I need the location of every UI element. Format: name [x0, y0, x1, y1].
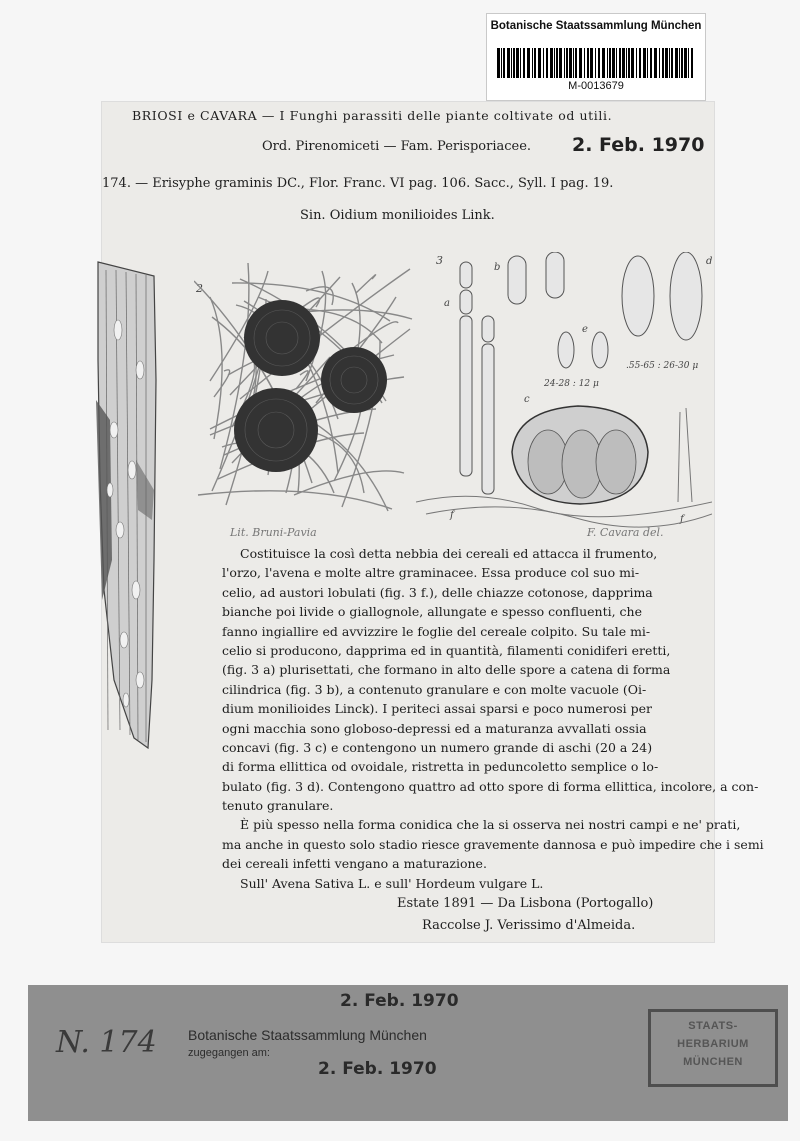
- measurement-d: .55-65 : 26-30 μ: [626, 361, 699, 371]
- accession-strip: [28, 985, 788, 1121]
- description-line: bulato (fig. 3 d). Contengono quattro ad otto spore di forma ellittica, incolore, a con-: [222, 778, 759, 794]
- barcode: [497, 48, 695, 78]
- locality-line: Estate 1891 — Da Lisbona (Portogallo): [397, 896, 654, 911]
- barcode-number: M-0013679: [568, 80, 624, 92]
- leaf-illustration: [96, 260, 162, 750]
- fig3-label: 3: [436, 254, 443, 267]
- label-a: a: [444, 298, 450, 309]
- herbarium-stamp: [648, 1009, 778, 1087]
- order-family-line: Ord. Pirenomiceti — Fam. Perisporiacee.: [262, 139, 532, 154]
- barcode-label: [486, 13, 706, 101]
- description-line: ogni macchia sono globoso-depressi ed a maturanza avvallati ossia: [222, 720, 647, 736]
- series-header: BRIOSI e CAVARA — I Funghi parassiti delle piante coltivate od utili.: [132, 108, 613, 123]
- stamp-line-1: STAATS-: [688, 1020, 738, 1032]
- description-line: È più spesso nella forma conidica che la si osserva nei nostri campi e ne' prati,: [240, 817, 741, 833]
- description-line: di forma ellittica od ovoidale, ristretta in peduncoletto semplice o lo-: [222, 759, 659, 775]
- synonym-line: Sin. Oidium monilioides Link.: [300, 208, 495, 223]
- description-line: bianche poi livide o giallognole, allungate e spesso confluenti, che: [222, 604, 642, 620]
- label-f-left: f: [450, 510, 454, 521]
- label-f-right: f: [680, 514, 684, 525]
- date-stamp: 2. Feb. 1970: [572, 134, 705, 156]
- description-line: Costituisce la così detta nebbia dei cereali ed attacca il frumento,: [240, 546, 658, 561]
- label-c: c: [524, 394, 530, 405]
- fig2-label: 2: [196, 282, 203, 295]
- description-line: l'orzo, l'avena e molte altre graminacee. Essa produce col suo mi-: [222, 565, 640, 581]
- description-line: cilindrica (fig. 3 b), a contenuto granulare e con molte vacuole (Oi-: [222, 681, 647, 697]
- illustrator-credit: F. Cavara del.: [587, 526, 664, 539]
- lithographer-credit: Lit. Bruni-Pavia: [230, 526, 317, 539]
- accession-date-top: 2. Feb. 1970: [340, 991, 459, 1011]
- accession-institution: Botanische Staatssammlung München: [188, 1027, 427, 1043]
- description-line: (fig. 3 a) plurisettati, che formano in alto delle spore a catena di forma: [222, 662, 671, 678]
- institution-name: Botanische Staatssammlung München: [490, 20, 702, 32]
- conidia-asci-illustration: [416, 252, 712, 534]
- species-line: 174. — Erisyphe graminis DC., Flor. Franc. VI pag. 106. Sacc., Syll. I pag. 19.: [102, 176, 614, 191]
- printed-label: [102, 102, 764, 942]
- label-b: b: [494, 262, 501, 273]
- stamp-line-2: HERBARIUM: [677, 1038, 749, 1050]
- measurement-e: 24-28 : 12 μ: [544, 379, 599, 389]
- description-line: fanno ingiallire ed avvizzire le foglie del cereale colpito. Su tale mi-: [222, 623, 651, 639]
- label-e: e: [582, 324, 588, 335]
- perithecia-illustration: [194, 262, 416, 514]
- description-line: dei cereali infetti vengano a maturazione.: [222, 856, 487, 872]
- description-line: tenuto granulare.: [222, 798, 334, 814]
- description-line: celio, ad austori lobulati (fig. 3 f.), delle chiazze cotonose, dapprima: [222, 584, 653, 600]
- description-line: celio si producono, dapprima ed in quantità, filamenti conidiferi eretti,: [222, 642, 671, 658]
- description-line: ma anche in questo solo stadio riesce gravemente dannosa e può impedire che i semi: [222, 836, 764, 852]
- received-label: zugegangen am:: [188, 1047, 270, 1059]
- stamp-line-3: MÜNCHEN: [683, 1056, 743, 1068]
- collector-line: Raccolse J. Verissimo d'Almeida.: [422, 918, 636, 933]
- specimen-number: N. 174: [56, 1025, 157, 1060]
- description-text: [222, 544, 764, 893]
- accession-date-received: 2. Feb. 1970: [318, 1059, 437, 1079]
- label-d: d: [706, 256, 712, 267]
- description-line: dium monilioides Linck). I periteci assai sparsi e poco numerosi per: [222, 701, 652, 717]
- description-line: concavi (fig. 3 c) e contengono un numero grande di aschi (20 a 24): [222, 739, 653, 755]
- description-line: Sull' Avena Sativa L. e sull' Hordeum vulgare L.: [240, 875, 544, 891]
